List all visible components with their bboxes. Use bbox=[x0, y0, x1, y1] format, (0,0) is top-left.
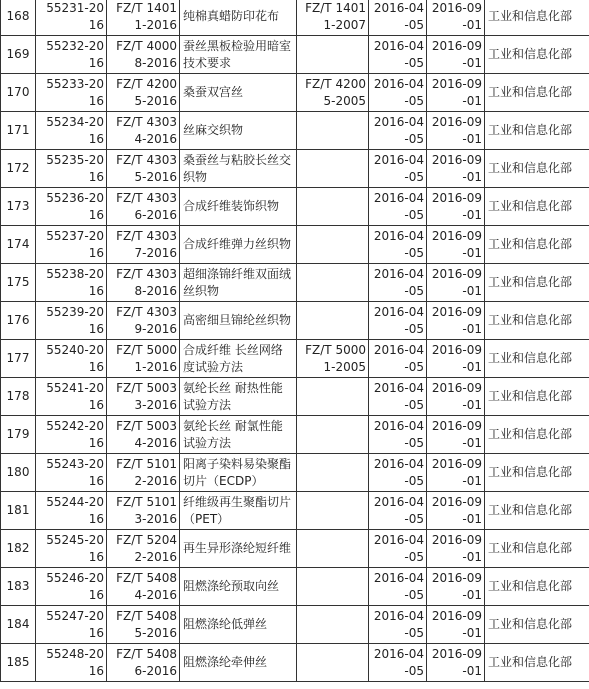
row-number-cell: 182 bbox=[1, 530, 36, 568]
row-number-cell: 168 bbox=[1, 0, 36, 36]
row-number-cell: 183 bbox=[1, 568, 36, 606]
effective-date-cell: 2016-09-01 bbox=[427, 606, 485, 644]
department-cell: 工业和信息化部 bbox=[485, 568, 589, 606]
standard-name-cell: 合成纤维弹力丝织物 bbox=[180, 226, 297, 264]
effective-date-cell: 2016-09-01 bbox=[427, 0, 485, 36]
plan-code-cell: 55242-2016 bbox=[36, 416, 107, 454]
replaced-standard-cell bbox=[297, 36, 369, 74]
issue-date-cell: 2016-04-05 bbox=[369, 188, 427, 226]
plan-code-cell: 55244-2016 bbox=[36, 492, 107, 530]
standard-name-cell: 高密细旦锦纶丝织物 bbox=[180, 302, 297, 340]
effective-date-cell: 2016-09-01 bbox=[427, 150, 485, 188]
standard-name-cell: 合成纤维 长丝网络度试验方法 bbox=[180, 340, 297, 378]
effective-date-cell: 2016-09-01 bbox=[427, 340, 485, 378]
row-number-cell: 177 bbox=[1, 340, 36, 378]
replaced-standard-cell bbox=[297, 264, 369, 302]
replaced-standard-cell bbox=[297, 416, 369, 454]
table-row bbox=[1, 378, 589, 416]
standard-number-cell: FZ/T 43034-2016 bbox=[107, 112, 180, 150]
replaced-standard-cell bbox=[297, 644, 369, 682]
row-number-cell: 181 bbox=[1, 492, 36, 530]
replaced-standard-cell bbox=[297, 530, 369, 568]
row-number-cell: 185 bbox=[1, 644, 36, 682]
table-row bbox=[1, 416, 589, 454]
standard-name-cell: 桑蚕双宫丝 bbox=[180, 74, 297, 112]
replaced-standard-cell bbox=[297, 492, 369, 530]
replaced-standard-cell bbox=[297, 302, 369, 340]
table-row bbox=[1, 606, 589, 644]
standard-number-cell: FZ/T 50034-2016 bbox=[107, 416, 180, 454]
standard-number-cell: FZ/T 51012-2016 bbox=[107, 454, 180, 492]
table-row bbox=[1, 454, 589, 492]
replaced-standard-cell bbox=[297, 568, 369, 606]
standard-name-cell: 纤维级再生聚酯切片（PET） bbox=[180, 492, 297, 530]
standard-name-cell: 阻燃涤纶低弹丝 bbox=[180, 606, 297, 644]
issue-date-cell: 2016-04-05 bbox=[369, 226, 427, 264]
department-cell: 工业和信息化部 bbox=[485, 188, 589, 226]
standard-number-cell: FZ/T 43035-2016 bbox=[107, 150, 180, 188]
standard-name-cell: 氨纶长丝 耐热性能试验方法 bbox=[180, 378, 297, 416]
row-number-cell: 178 bbox=[1, 378, 36, 416]
row-number-cell: 175 bbox=[1, 264, 36, 302]
effective-date-cell: 2016-09-01 bbox=[427, 568, 485, 606]
replaced-standard-cell: FZ/T 14011-2007 bbox=[297, 0, 369, 36]
row-number-cell: 179 bbox=[1, 416, 36, 454]
plan-code-cell: 55238-2016 bbox=[36, 264, 107, 302]
plan-code-cell: 55231-2016 bbox=[36, 0, 107, 36]
department-cell: 工业和信息化部 bbox=[485, 0, 589, 36]
plan-code-cell: 55232-2016 bbox=[36, 36, 107, 74]
standard-number-cell: FZ/T 54086-2016 bbox=[107, 644, 180, 682]
table-row bbox=[1, 340, 589, 378]
table-row bbox=[1, 36, 589, 74]
effective-date-cell: 2016-09-01 bbox=[427, 226, 485, 264]
plan-code-cell: 55246-2016 bbox=[36, 568, 107, 606]
plan-code-cell: 55236-2016 bbox=[36, 188, 107, 226]
replaced-standard-cell bbox=[297, 454, 369, 492]
issue-date-cell: 2016-04-05 bbox=[369, 74, 427, 112]
standard-name-cell: 阻燃涤纶预取向丝 bbox=[180, 568, 297, 606]
table-row bbox=[1, 150, 589, 188]
standard-number-cell: FZ/T 43039-2016 bbox=[107, 302, 180, 340]
department-cell: 工业和信息化部 bbox=[485, 302, 589, 340]
department-cell: 工业和信息化部 bbox=[485, 530, 589, 568]
replaced-standard-cell: FZ/T 42005-2005 bbox=[297, 74, 369, 112]
row-number-cell: 176 bbox=[1, 302, 36, 340]
department-cell: 工业和信息化部 bbox=[485, 378, 589, 416]
effective-date-cell: 2016-09-01 bbox=[427, 644, 485, 682]
row-number-cell: 172 bbox=[1, 150, 36, 188]
row-number-cell: 174 bbox=[1, 226, 36, 264]
standard-number-cell: FZ/T 42005-2016 bbox=[107, 74, 180, 112]
standard-number-cell: FZ/T 43036-2016 bbox=[107, 188, 180, 226]
issue-date-cell: 2016-04-05 bbox=[369, 0, 427, 36]
issue-date-cell: 2016-04-05 bbox=[369, 340, 427, 378]
standard-number-cell: FZ/T 51013-2016 bbox=[107, 492, 180, 530]
row-number-cell: 173 bbox=[1, 188, 36, 226]
standard-name-cell: 桑蚕丝与粘胶长丝交织物 bbox=[180, 150, 297, 188]
table-row bbox=[1, 188, 589, 226]
issue-date-cell: 2016-04-05 bbox=[369, 644, 427, 682]
standard-name-cell: 再生异形涤纶短纤维 bbox=[180, 530, 297, 568]
effective-date-cell: 2016-09-01 bbox=[427, 264, 485, 302]
effective-date-cell: 2016-09-01 bbox=[427, 530, 485, 568]
department-cell: 工业和信息化部 bbox=[485, 36, 589, 74]
row-number-cell: 171 bbox=[1, 112, 36, 150]
standard-number-cell: FZ/T 14011-2016 bbox=[107, 0, 180, 36]
replaced-standard-cell: FZ/T 50001-2005 bbox=[297, 340, 369, 378]
plan-code-cell: 55241-2016 bbox=[36, 378, 107, 416]
plan-code-cell: 55245-2016 bbox=[36, 530, 107, 568]
standard-name-cell: 合成纤维装饰织物 bbox=[180, 188, 297, 226]
standard-name-cell: 氨纶长丝 耐氯性能试验方法 bbox=[180, 416, 297, 454]
effective-date-cell: 2016-09-01 bbox=[427, 36, 485, 74]
effective-date-cell: 2016-09-01 bbox=[427, 492, 485, 530]
plan-code-cell: 55235-2016 bbox=[36, 150, 107, 188]
plan-code-cell: 55233-2016 bbox=[36, 74, 107, 112]
table-row bbox=[1, 74, 589, 112]
row-number-cell: 170 bbox=[1, 74, 36, 112]
department-cell: 工业和信息化部 bbox=[485, 416, 589, 454]
standard-number-cell: FZ/T 54085-2016 bbox=[107, 606, 180, 644]
issue-date-cell: 2016-04-05 bbox=[369, 492, 427, 530]
row-number-cell: 169 bbox=[1, 36, 36, 74]
standard-number-cell: FZ/T 50033-2016 bbox=[107, 378, 180, 416]
standard-name-cell: 超细涤锦纤维双面绒丝织物 bbox=[180, 264, 297, 302]
issue-date-cell: 2016-04-05 bbox=[369, 606, 427, 644]
table-row bbox=[1, 264, 589, 302]
issue-date-cell: 2016-04-05 bbox=[369, 302, 427, 340]
standard-number-cell: FZ/T 43037-2016 bbox=[107, 226, 180, 264]
effective-date-cell: 2016-09-01 bbox=[427, 302, 485, 340]
plan-code-cell: 55234-2016 bbox=[36, 112, 107, 150]
table-row bbox=[1, 226, 589, 264]
department-cell: 工业和信息化部 bbox=[485, 226, 589, 264]
table-row bbox=[1, 112, 589, 150]
table-row bbox=[1, 492, 589, 530]
standard-number-cell: FZ/T 40008-2016 bbox=[107, 36, 180, 74]
issue-date-cell: 2016-04-05 bbox=[369, 112, 427, 150]
standard-name-cell: 阻燃涤纶牵伸丝 bbox=[180, 644, 297, 682]
plan-code-cell: 55240-2016 bbox=[36, 340, 107, 378]
department-cell: 工业和信息化部 bbox=[485, 644, 589, 682]
effective-date-cell: 2016-09-01 bbox=[427, 112, 485, 150]
issue-date-cell: 2016-04-05 bbox=[369, 264, 427, 302]
department-cell: 工业和信息化部 bbox=[485, 264, 589, 302]
table-row bbox=[1, 302, 589, 340]
replaced-standard-cell bbox=[297, 226, 369, 264]
standard-name-cell: 纯棉真蜡防印花布 bbox=[180, 0, 297, 36]
replaced-standard-cell bbox=[297, 150, 369, 188]
department-cell: 工业和信息化部 bbox=[485, 150, 589, 188]
plan-code-cell: 55247-2016 bbox=[36, 606, 107, 644]
effective-date-cell: 2016-09-01 bbox=[427, 416, 485, 454]
issue-date-cell: 2016-04-05 bbox=[369, 150, 427, 188]
department-cell: 工业和信息化部 bbox=[485, 112, 589, 150]
plan-code-cell: 55237-2016 bbox=[36, 226, 107, 264]
standard-number-cell: FZ/T 43038-2016 bbox=[107, 264, 180, 302]
replaced-standard-cell bbox=[297, 606, 369, 644]
standard-number-cell: FZ/T 50001-2016 bbox=[107, 340, 180, 378]
row-number-cell: 180 bbox=[1, 454, 36, 492]
table-row bbox=[1, 568, 589, 606]
effective-date-cell: 2016-09-01 bbox=[427, 74, 485, 112]
replaced-standard-cell bbox=[297, 188, 369, 226]
standard-name-cell: 阳离子染料易染聚酯切片（ECDP） bbox=[180, 454, 297, 492]
issue-date-cell: 2016-04-05 bbox=[369, 416, 427, 454]
department-cell: 工业和信息化部 bbox=[485, 492, 589, 530]
effective-date-cell: 2016-09-01 bbox=[427, 378, 485, 416]
plan-code-cell: 55239-2016 bbox=[36, 302, 107, 340]
issue-date-cell: 2016-04-05 bbox=[369, 454, 427, 492]
issue-date-cell: 2016-04-05 bbox=[369, 530, 427, 568]
standard-number-cell: FZ/T 52042-2016 bbox=[107, 530, 180, 568]
effective-date-cell: 2016-09-01 bbox=[427, 188, 485, 226]
table-body bbox=[1, 0, 589, 682]
row-number-cell: 184 bbox=[1, 606, 36, 644]
plan-code-cell: 55248-2016 bbox=[36, 644, 107, 682]
issue-date-cell: 2016-04-05 bbox=[369, 378, 427, 416]
issue-date-cell: 2016-04-05 bbox=[369, 568, 427, 606]
replaced-standard-cell bbox=[297, 112, 369, 150]
standard-number-cell: FZ/T 54084-2016 bbox=[107, 568, 180, 606]
department-cell: 工业和信息化部 bbox=[485, 606, 589, 644]
replaced-standard-cell bbox=[297, 378, 369, 416]
table-row bbox=[1, 530, 589, 568]
standard-name-cell: 丝麻交织物 bbox=[180, 112, 297, 150]
department-cell: 工业和信息化部 bbox=[485, 340, 589, 378]
issue-date-cell: 2016-04-05 bbox=[369, 36, 427, 74]
standard-name-cell: 蚕丝黑板检验用暗室技术要求 bbox=[180, 36, 297, 74]
table-row bbox=[1, 644, 589, 682]
department-cell: 工业和信息化部 bbox=[485, 454, 589, 492]
effective-date-cell: 2016-09-01 bbox=[427, 454, 485, 492]
department-cell: 工业和信息化部 bbox=[485, 74, 589, 112]
plan-code-cell: 55243-2016 bbox=[36, 454, 107, 492]
table-row bbox=[1, 0, 589, 36]
